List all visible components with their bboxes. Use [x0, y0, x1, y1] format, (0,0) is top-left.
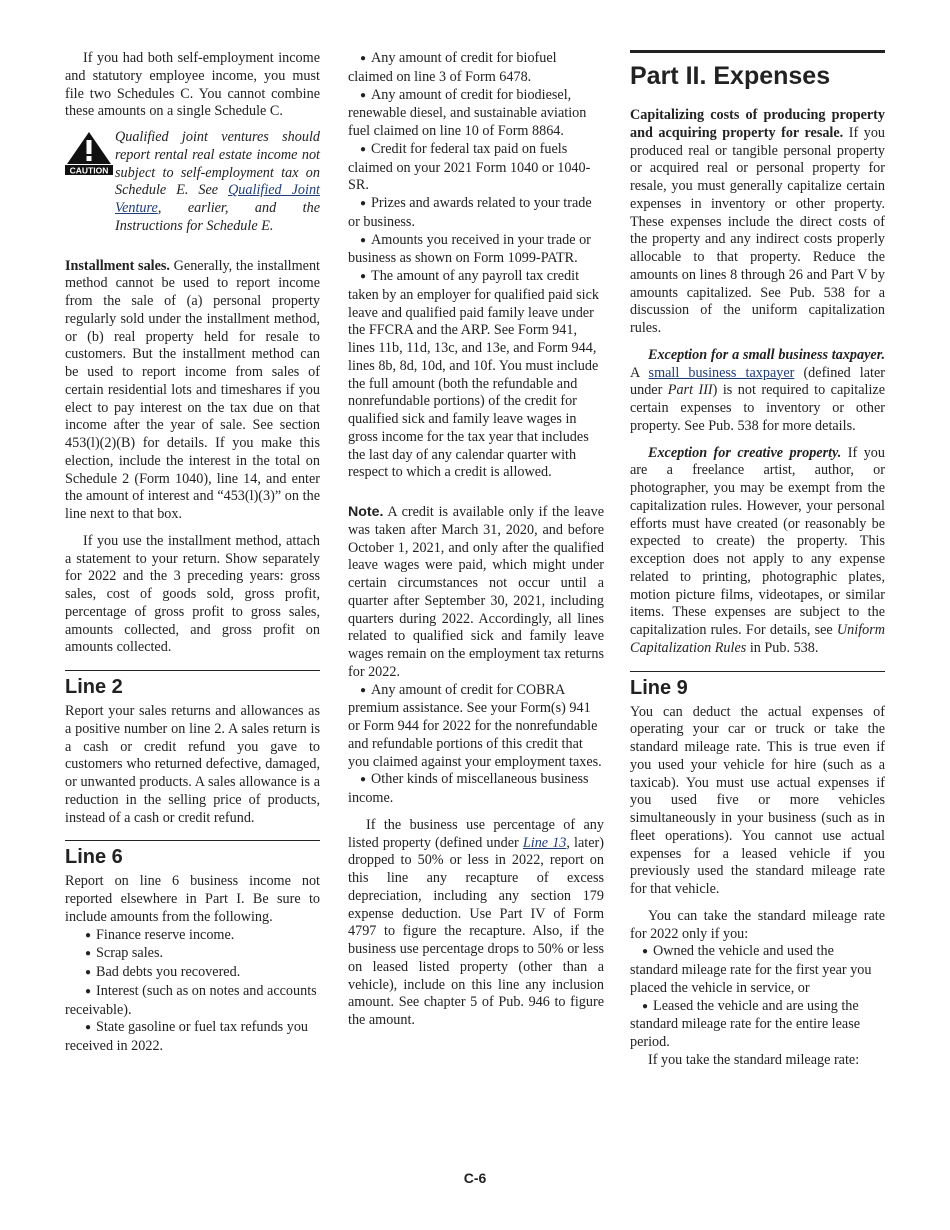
divider	[630, 671, 885, 672]
list-item: ● Scrap sales.	[85, 945, 164, 962]
line2-heading: Line 2	[65, 676, 123, 698]
paragraph-two-schedules: If you had both self-employment income and statutory employee income, you must file two Schedules C. You cannot combine these amounts on a single Schedule C.	[65, 50, 320, 120]
column-middle	[348, 50, 604, 1030]
column-left	[65, 50, 320, 1056]
caution-text: Qualified joint ventures should report rental real estate income not subject to self-employment tax on Schedule E. See Qualified Joint Venture, earlier, and the Instructions for Schedule E.	[115, 129, 321, 234]
list-item: ● Prizes and awards related to your trade or business.	[348, 195, 592, 230]
divider	[65, 670, 320, 671]
line9-text-2: You can take the standard mileage rate for 2022 only if you:	[630, 907, 885, 942]
line6-heading: Line 6	[65, 846, 123, 869]
list-item: ● Any amount of credit for biofuel claimed on line 3 of Form 6478.	[348, 50, 557, 85]
list-item: ● Credit for federal tax paid on fuels claimed on your 2021 Form 1040 or 1040-SR.	[348, 140, 591, 194]
paragraph-capitalizing: Capitalizing costs of producing property and acquiring property for resale. If you produced real or tangible personal property or acquired real or personal property for resale, you must generally capitalize certain expenses in inventory or other property. These expenses include the direct costs of the property and any indirect costs properly allocable to that property. Reduce the amounts on lines 8 through 26 and Part V by amounts capitalized. See Pub. 538 for a discussion of the uniform capitalization rules.	[630, 107, 886, 336]
small-business-taxpayer-link[interactable]: small business taxpayer	[648, 364, 795, 381]
divider	[65, 840, 320, 841]
line13-link[interactable]: Line 13	[522, 834, 567, 851]
paragraph-creative-property: Exception for creative property. If you are a freelance artist, author, or photographer, you may be exempt from the capitalization rules. However, your personal efforts must have created (or reasonably be expected to create) the property. This exception does not apply to any expense related to printing, photographic plates, motion picture films, videotapes, or similar items. These expenses are subject to the capitalization rules. For details, see Uniform Capitalization Rules in Pub. 538.	[630, 444, 885, 656]
list-item: ● Leased the vehicle and are using the standard mileage rate for the entire lease period.	[630, 997, 861, 1050]
part2-heading: Part II. Expenses	[630, 62, 831, 90]
line6-text: Report on line 6 business income not reported elsewhere in Part I. Be sure to include amounts from the following.	[65, 873, 320, 925]
list-item: ● Interest (such as on notes and accounts receivable).	[65, 982, 317, 1018]
qualified-joint-venture-link[interactable]: Qualified Joint Venture	[115, 182, 321, 216]
line2-text: Report your sales returns and allowances as a positive number on line 2. A sales return is a cash or credit refund you gave to customers who returned defective, damaged, or unwanted products. A sales allowance is a reduction in the selling price of products, instead of a cash or credit refund.	[65, 703, 320, 826]
list-item: ● Amounts you received in your trade or business as shown on Form 1099-PATR.	[348, 231, 591, 267]
line9-text: You can deduct the actual expenses of operating your car or truck or take the standard mileage rate. This is true even if you used your vehicle for hire (such as a taxicab). You must use actual expenses if you used five or more vehicles simultaneously in your business (such as in fleet operations). You cannot use actual expenses for a leased vehicle if you previously used the standard mileage rate for that vehicle.	[630, 703, 885, 897]
page-number: C-6	[463, 1170, 487, 1186]
list-item: ● The amount of any payroll tax credit taken by an employer for qualified paid sick leave and qualified paid family leave under the FFCRA and the ARP. See Form 941, lines 11b, 11d, 13c, and 13e, and Form 944, lines 8b, 8d, 10d, and 10f. You must include the full amount (both the refundable and nonrefundable portions) of the credit for qualified sick and family leave wages in gross income for the tax year that includes the last day of any calendar quarter with respect to which a credit is allowed.	[348, 268, 599, 481]
list-item: ● Owned the vehicle and used the standard mileage rate for the first year you placed the vehicle in service, or	[630, 943, 872, 996]
list-item: ● Finance reserve income.	[85, 926, 235, 943]
caution-icon	[65, 131, 115, 236]
column-right	[630, 50, 885, 1070]
list-item: ● Any amount of credit for COBRA premium assistance. See your Form(s) 941 or Form 944 for 2022 for the nonrefundable and refundable portions of this credit that you claimed against your employment taxes.	[348, 681, 602, 770]
paragraph-installment-method: If you use the installment method, attach a statement to your return. Show separately for 2022 and the 3 preceding years: gross sales, cost of goods sold, gross profit, percentage of gross profit to gross sales, amounts collected, and gross profit on amounts collected.	[65, 532, 320, 656]
note-paragraph: Note. A credit is available only if the leave was taken after March 31, 2020, and before October 1, 2021, and only after the qualified leave wages were paid, which might under certain circumstances not occur until a quarter after September 30, 2021, including quarters during 2022. Accordingly, all lines related to qualified sick and family leave wages remain on the employment tax returns for 2022.	[348, 504, 604, 680]
list-item: ● State gasoline or fuel tax refunds you received in 2022.	[65, 1019, 309, 1054]
list-item: ● Any amount of credit for biodiesel, renewable diesel, and sustainable aviation fuel claimed on line 10 of Form 8864.	[348, 86, 587, 139]
line9-text-3: If you take the standard mileage rate:	[648, 1051, 860, 1068]
list-item: ● Other kinds of miscellaneous business income.	[348, 771, 589, 806]
paragraph-small-business: Exception for a small business taxpayer. A small business taxpayer (defined later under Part III) is not required to capitalize certain expenses to inventory or other property. See Pub. 538 for more details.	[630, 346, 885, 434]
caution-box	[65, 129, 320, 236]
divider-thick	[630, 50, 885, 53]
paragraph-installment-sales: Installment sales. Generally, the installment method cannot be used to report income from the sale of (a) personal property regularly sold under the installment method, or (b) real property held for resale to customers. But the installment method can be used to report income from sales of certain residential lots and timeshares if you elect to pay interest on the tax due on that income after the year of sale. See section 453(l)(2)(B) for details. If you make this election, include the interest in the total on Schedule 2 (Form 1040), line 14, and enter the amount of interest and “453(l)(3)” on the line next to that box.	[65, 257, 320, 522]
caution-label: CAUTION	[69, 165, 109, 175]
paragraph-listed-property: If the business use percentage of any listed property (defined under Line 13, later) dropped to 50% or less in 2022, report on this line any recapture of excess depreciation, including any section 179 expense deduction. Use Part IV of Form 4797 to figure the recapture. Also, if the business use percentage drops to 50% or less on leased listed property (other than a vehicle), include on this line any inclusion amount. See chapter 5 of Pub. 946 to figure the amount.	[348, 816, 604, 1028]
line9-heading: Line 9	[630, 676, 688, 699]
list-item: ● Bad debts you recovered.	[85, 964, 241, 980]
